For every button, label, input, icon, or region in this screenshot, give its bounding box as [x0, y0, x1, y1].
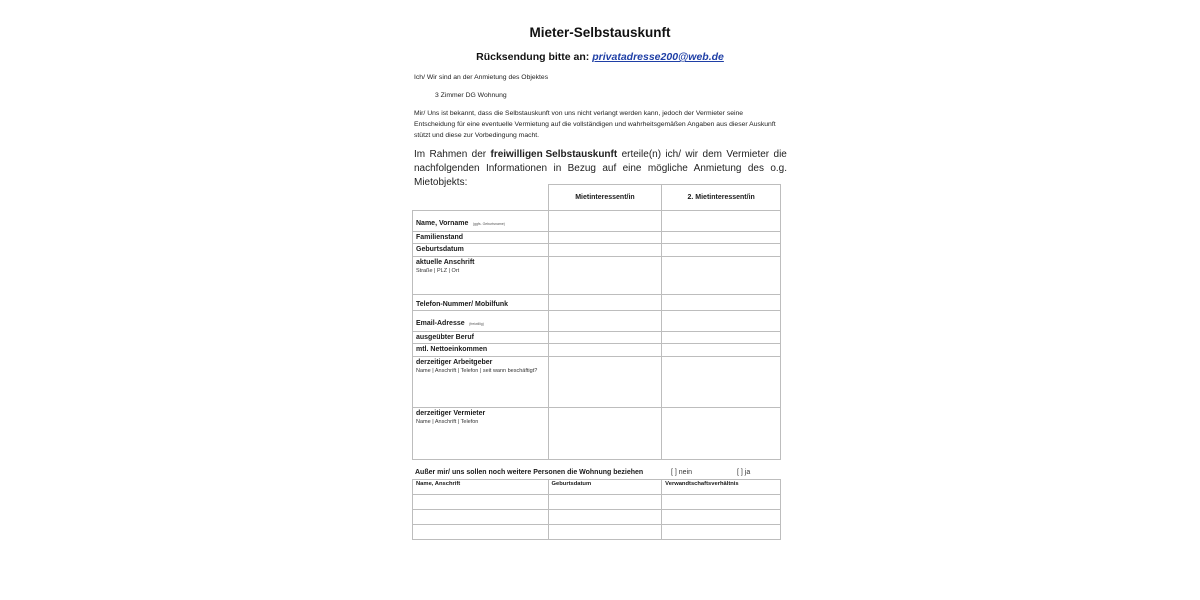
label: ausgeübter Beruf — [416, 334, 474, 341]
word: erteile(n) — [621, 149, 662, 160]
word: Im — [414, 149, 426, 160]
table-row — [413, 495, 781, 510]
row-label-email — [413, 311, 549, 332]
row-label-telefon — [413, 295, 549, 311]
header-geburtsdatum: Geburtsdatum — [548, 480, 662, 495]
table-row — [413, 232, 781, 244]
table-row — [413, 332, 781, 344]
input-cell-name[interactable] — [413, 510, 549, 525]
consent-line-1 — [414, 148, 787, 162]
sublabel: Straße | PLZ | Ort — [416, 268, 460, 274]
label: aktuelle Anschrift — [416, 259, 475, 266]
word: Rahmen — [429, 149, 468, 160]
emphasis-freiwillige-selbstauskunft: freiwilligen Selbstauskunft — [490, 149, 618, 160]
header-verwandtschaft: Verwandtschaftsverhältnis — [662, 480, 781, 495]
additional-persons-question: Außer mir/ uns sollen noch weitere Personen die Wohnung beziehen — [415, 469, 644, 476]
input-cell-applicant-2[interactable] — [662, 257, 781, 295]
input-cell-applicant-1[interactable] — [548, 344, 662, 357]
table-row — [413, 357, 781, 408]
table-row — [413, 211, 781, 232]
input-cell-applicant-2[interactable] — [662, 311, 781, 332]
input-cell-applicant-2[interactable] — [662, 244, 781, 257]
disclaimer-paragraph: Mir/ Uns ist bekannt, dass die Selbstauskunft von uns nicht verlangt werden kann, jedoch der Vermieter seine Entscheidung für eine eventuelle Vermietung auf die vollständigen und wahrheitsgemäßen Angaben aus dieser Auskunft stützt und diese zur Vorbedingung macht. — [414, 110, 776, 139]
table-row — [413, 525, 781, 540]
checkbox-nein[interactable]: [ ] nein — [671, 469, 693, 476]
return-address-line — [0, 51, 1200, 63]
label: derzeitiger Arbeitgeber — [416, 359, 493, 366]
table-row — [413, 311, 781, 332]
input-cell-applicant-1[interactable] — [548, 244, 662, 257]
table-header-row — [413, 480, 781, 495]
input-cell-applicant-2[interactable] — [662, 211, 781, 232]
checkbox-ja[interactable]: [ ] ja — [737, 469, 751, 476]
applicant-info-table — [412, 184, 781, 460]
word: wir — [685, 149, 699, 160]
row-label-arbeitgeber — [413, 357, 549, 408]
row-label-nettoeinkommen — [413, 344, 549, 357]
word: der — [471, 149, 487, 160]
input-cell-name[interactable] — [413, 495, 549, 510]
intro-text: Ich/ Wir sind an der Anmietung des Objektes — [414, 74, 549, 81]
table-row — [413, 408, 781, 460]
row-label-familienstand — [413, 232, 549, 244]
header-applicant-2: 2. Mietinteressent/in — [662, 185, 781, 211]
input-cell-applicant-2[interactable] — [662, 332, 781, 344]
sublabel: Name | Anschrift | Telefon | seit wann beschäftigt? — [416, 368, 538, 374]
label: Email-Adresse — [416, 320, 465, 327]
hint: (freiwillig) — [469, 322, 484, 326]
input-cell-applicant-1[interactable] — [548, 257, 662, 295]
input-cell-applicant-2[interactable] — [662, 408, 781, 460]
input-cell-applicant-2[interactable] — [662, 344, 781, 357]
sublabel: Name | Anschrift | Telefon — [416, 419, 479, 425]
label: Familienstand — [416, 234, 464, 241]
table-row — [413, 257, 781, 295]
word: Vermieter — [726, 149, 770, 160]
input-cell-geburtsdatum[interactable] — [548, 525, 662, 540]
additional-persons-table — [412, 479, 781, 540]
table-row — [413, 344, 781, 357]
input-cell-applicant-2[interactable] — [662, 232, 781, 244]
row-label-anschrift — [413, 257, 549, 295]
input-cell-applicant-1[interactable] — [548, 332, 662, 344]
hint: (ggfs. Geburtsname) — [472, 222, 505, 226]
word: die — [773, 149, 787, 160]
word: dem — [702, 149, 722, 160]
return-email-link[interactable]: privatadresse200@web.de — [592, 51, 724, 63]
label: Geburtsdatum — [416, 246, 464, 253]
input-cell-applicant-1[interactable] — [548, 232, 662, 244]
return-label: Rücksendung bitte an: — [476, 51, 590, 63]
input-cell-geburtsdatum[interactable] — [548, 510, 662, 525]
input-cell-applicant-1[interactable] — [548, 357, 662, 408]
row-label-beruf — [413, 332, 549, 344]
input-cell-applicant-1[interactable] — [548, 295, 662, 311]
word: ich/ — [665, 149, 681, 160]
header-applicant-1: Mietinteressent/in — [548, 185, 662, 211]
table-row — [413, 510, 781, 525]
input-cell-verwandtschaft[interactable] — [662, 495, 781, 510]
label: derzeitiger Vermieter — [416, 410, 486, 417]
input-cell-applicant-1[interactable] — [548, 408, 662, 460]
label: mtl. Nettoeinkommen — [416, 346, 488, 353]
input-cell-applicant-2[interactable] — [662, 295, 781, 311]
input-cell-applicant-2[interactable] — [662, 357, 781, 408]
table-row — [413, 244, 781, 257]
consent-line-2: nachfolgenden Informationen in Bezug auf eine mögliche Anmietung des o.g. Mietobjekts: — [414, 163, 787, 188]
row-label-geburtsdatum — [413, 244, 549, 257]
header-name-anschrift: Name, Anschrift — [413, 480, 549, 495]
input-cell-verwandtschaft[interactable] — [662, 510, 781, 525]
input-cell-verwandtschaft[interactable] — [662, 525, 781, 540]
header-empty-cell — [413, 185, 549, 211]
input-cell-applicant-1[interactable] — [548, 211, 662, 232]
input-cell-applicant-1[interactable] — [548, 311, 662, 332]
table-header-row — [413, 185, 781, 211]
input-cell-name[interactable] — [413, 525, 549, 540]
label: Telefon-Nummer/ Mobilfunk — [416, 301, 509, 308]
table-row — [413, 295, 781, 311]
object-description: 3 Zimmer DG Wohnung — [435, 92, 507, 99]
input-cell-geburtsdatum[interactable] — [548, 495, 662, 510]
document-title: Mieter-Selbstauskunft — [529, 25, 671, 40]
row-label-name — [413, 211, 549, 232]
label: Name, Vorname — [416, 220, 469, 227]
row-label-vermieter — [413, 408, 549, 460]
